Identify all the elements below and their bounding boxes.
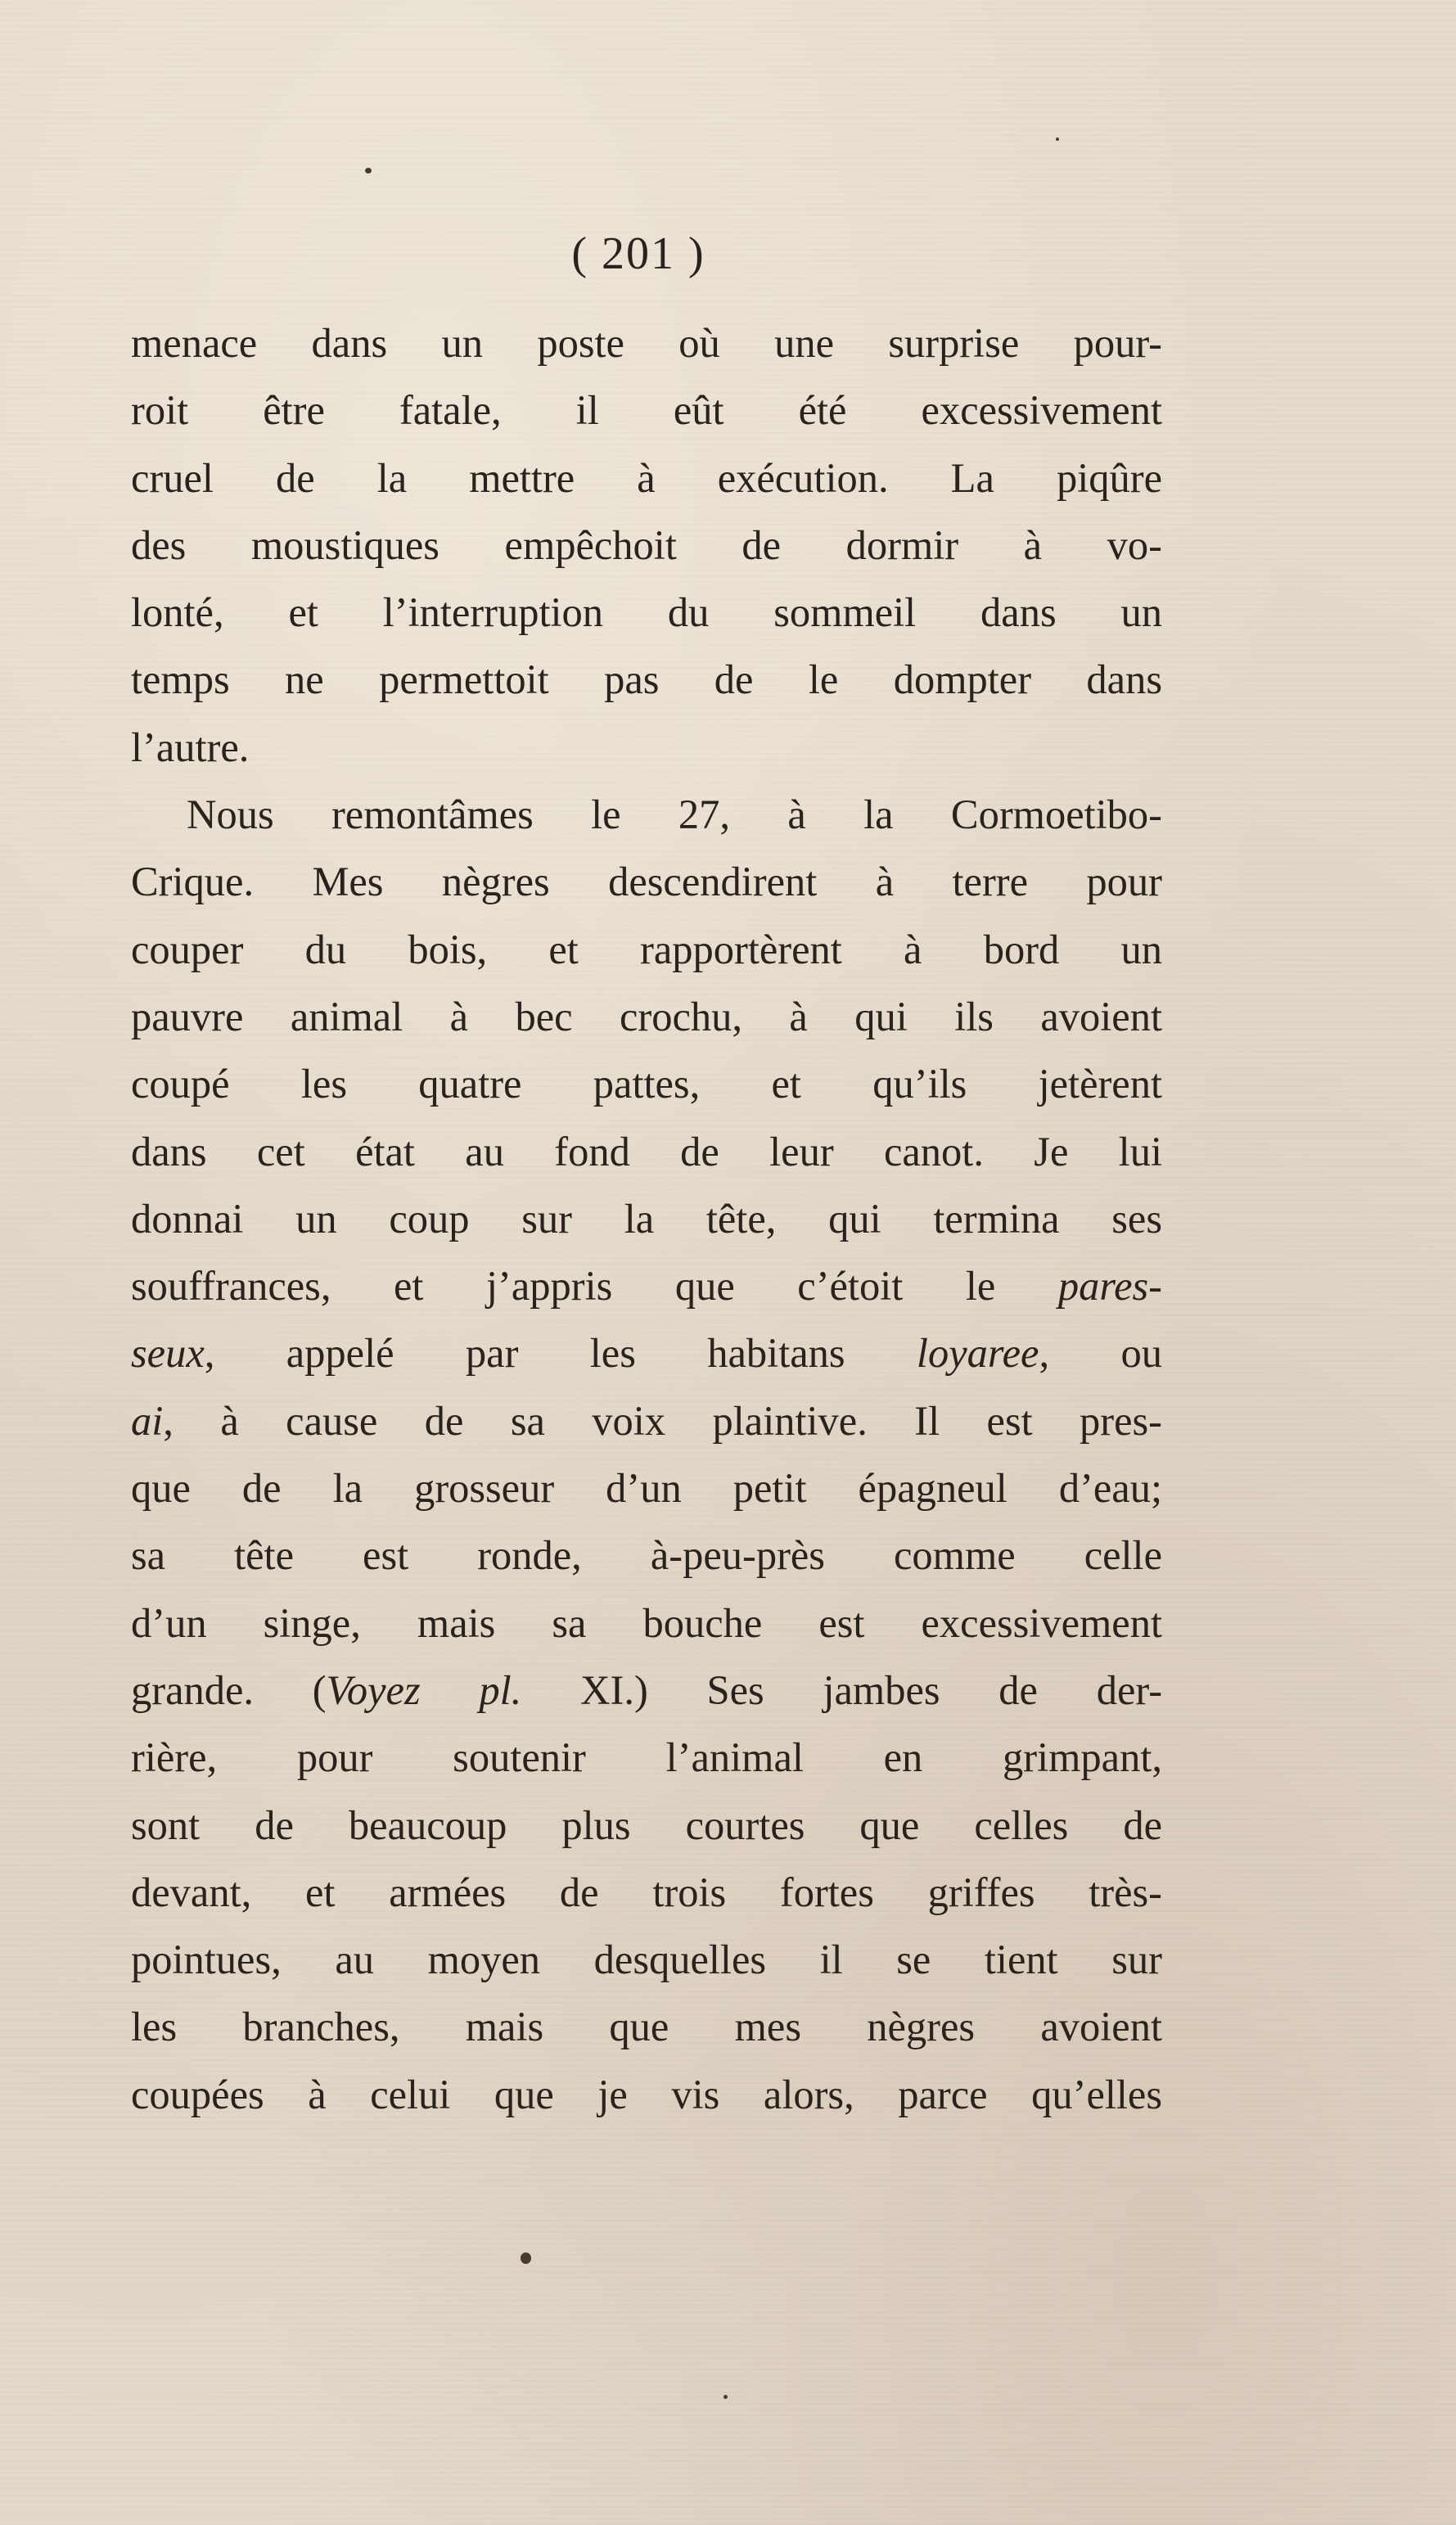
italic-term: ai <box>131 1397 164 1444</box>
page-number: ( 201 ) <box>571 228 705 279</box>
italic-term: Voyez pl. <box>326 1666 522 1713</box>
text-line: coupé les quatre pattes, et qu’ils jetèrent <box>131 1061 1162 1107</box>
text-line: dans cet état au fond de leur canot. Je lui <box>131 1128 1162 1175</box>
paragraph-start-line: Nous remontâmes le 27, à la Cormoetibo- <box>187 791 1162 838</box>
text-line: pointues, au moyen desquelles il se tient sur <box>131 1937 1162 1983</box>
text-line: devant, et armées de trois fortes griffes très- <box>131 1869 1162 1915</box>
text-line: donnai un coup sur la tête, qui termina ses <box>131 1195 1162 1242</box>
text-line: Crique. Mes nègres descendirent à terre pour <box>131 859 1162 905</box>
italic-term: seux <box>131 1330 205 1377</box>
text-line: roit être fatale, il eût été excessivement <box>131 387 1162 434</box>
body-text <box>131 309 1162 2128</box>
text-fragment: , ou <box>1039 1330 1162 1377</box>
text-line <box>131 1252 1162 1319</box>
text-line: des moustiques empêchoit de dormir à vo- <box>131 521 1162 568</box>
text-line: d’un singe, mais sa bouche est excessivement <box>131 1599 1162 1646</box>
text-fragment: , à cause de sa voix plaintive. Il est pres- <box>163 1397 1162 1444</box>
text-line: sont de beaucoup plus courtes que celles de <box>131 1801 1162 1848</box>
text-line: coupées à celui que je vis alors, parce qu’elles <box>131 2071 1162 2117</box>
text-line: les branches, mais que mes nègres avoient <box>131 2004 1162 2050</box>
text-line: temps ne permettoit pas de le dompter dans <box>131 656 1162 703</box>
text-line <box>131 1657 1162 1724</box>
ink-speck <box>521 2252 531 2264</box>
text-line: pauvre animal à bec crochu, à qui ils avoient <box>131 993 1162 1039</box>
text-line <box>131 1387 1162 1454</box>
text-fragment: souffrances, et j’appris que c’étoit le <box>131 1263 1058 1310</box>
text-line: que de la grosseur d’un petit épagneul d’eau; <box>131 1465 1162 1512</box>
text-line: menace dans un poste où une surprise pour- <box>131 320 1162 366</box>
text-line: sa tête est ronde, à-peu-près comme celle <box>131 1532 1162 1579</box>
italic-term: pares- <box>1057 1263 1162 1310</box>
ink-speck <box>1056 138 1059 141</box>
text-fragment: grande. ( <box>131 1666 327 1713</box>
text-line: rière, pour soutenir l’animal en grimpant, <box>131 1734 1162 1781</box>
text-line: cruel de la mettre à exécution. La piqûre <box>131 454 1162 501</box>
text-fragment: XI.) Ses jambes de der- <box>521 1666 1163 1713</box>
text-line: l’autre. <box>131 724 250 770</box>
italic-term: loyaree <box>916 1330 1039 1377</box>
text-fragment: , appelé par les habitans <box>204 1330 917 1377</box>
text-line: lonté, et l’interruption du sommeil dans un <box>131 589 1162 636</box>
ink-speck <box>723 2395 728 2399</box>
ink-speck <box>365 168 372 174</box>
text-line: couper du bois, et rapportèrent à bord un <box>131 926 1162 972</box>
text-line <box>131 1319 1162 1386</box>
